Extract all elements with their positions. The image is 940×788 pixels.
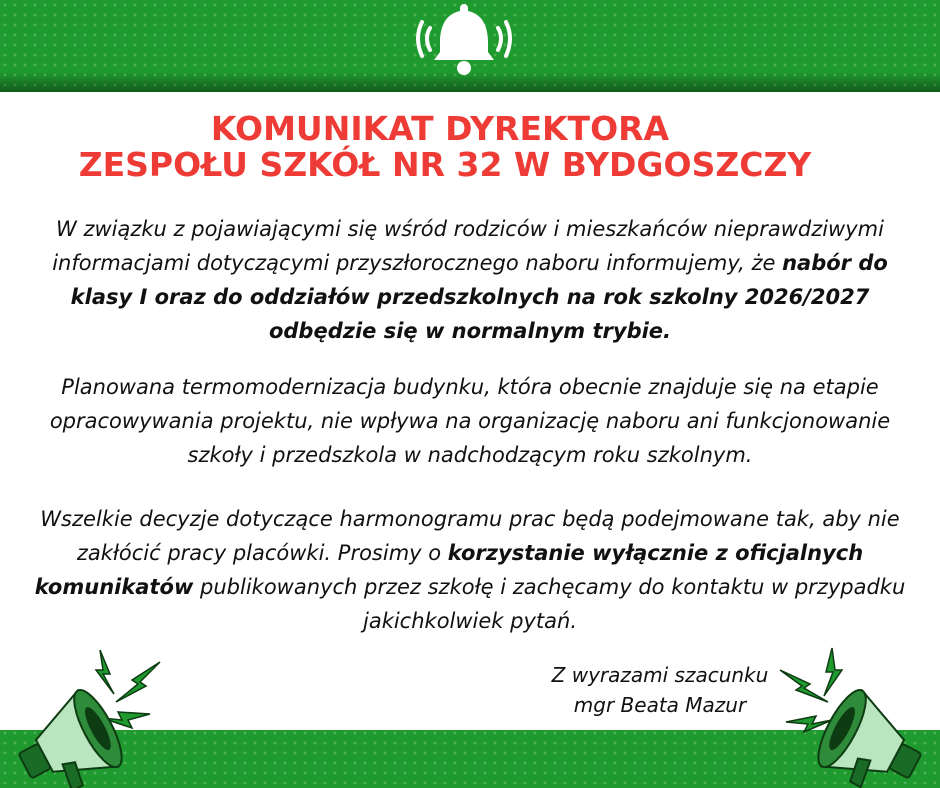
signature-greeting: Z wyrazami szacunku: [551, 663, 769, 687]
title-line-1: KOMUNIKAT DYREKTORA: [210, 109, 670, 148]
paragraph-bold-text: korzystanie wyłącznie z oficjalnych komunikatów: [34, 541, 864, 599]
bell-icon: [412, 0, 516, 82]
paragraph-modernization: [20, 370, 920, 472]
paragraph-text: publikowanych przez szkołę i zachęcamy do kontaktu w przypadku jakichkolwiek pytań.: [193, 575, 906, 633]
paragraph-text: W związku z pojawiającymi się wśród rodziców i mieszkańców nieprawdziwymi informacjami dotyczącymi przyszłorocznego naboru informujemy, że: [52, 217, 884, 275]
title-line-2: ZESPOŁU SZKÓŁ NR 32 W BYDGOSZCZY: [78, 145, 812, 184]
paragraph-text: Wszelkie decyzje dotyczące harmonogramu prac będą podejmowane tak, aby nie zakłócić pracy placówki. Prosimy o: [40, 507, 900, 565]
paragraph-bold-text: nabór do klasy I oraz do oddziałów przedszkolnych na rok szkolny 2026/2027 odbędzie się w normalnym trybie.: [70, 251, 888, 343]
paragraph-recruitment: [20, 212, 920, 348]
paragraph-text: Planowana termomodernizacja budynku, która obecnie znajduje się na etapie opracowywania projektu, nie wpływa na organizację naboru ani funkcjonowanie szkoły i przedszkola w nadchodzącym roku szkolnym.: [49, 375, 891, 467]
signature-name: mgr Beata Mazur: [573, 693, 747, 717]
megaphone-icon: [0, 640, 175, 788]
paragraph-decisions: [20, 502, 920, 638]
megaphone-icon: [770, 640, 940, 788]
